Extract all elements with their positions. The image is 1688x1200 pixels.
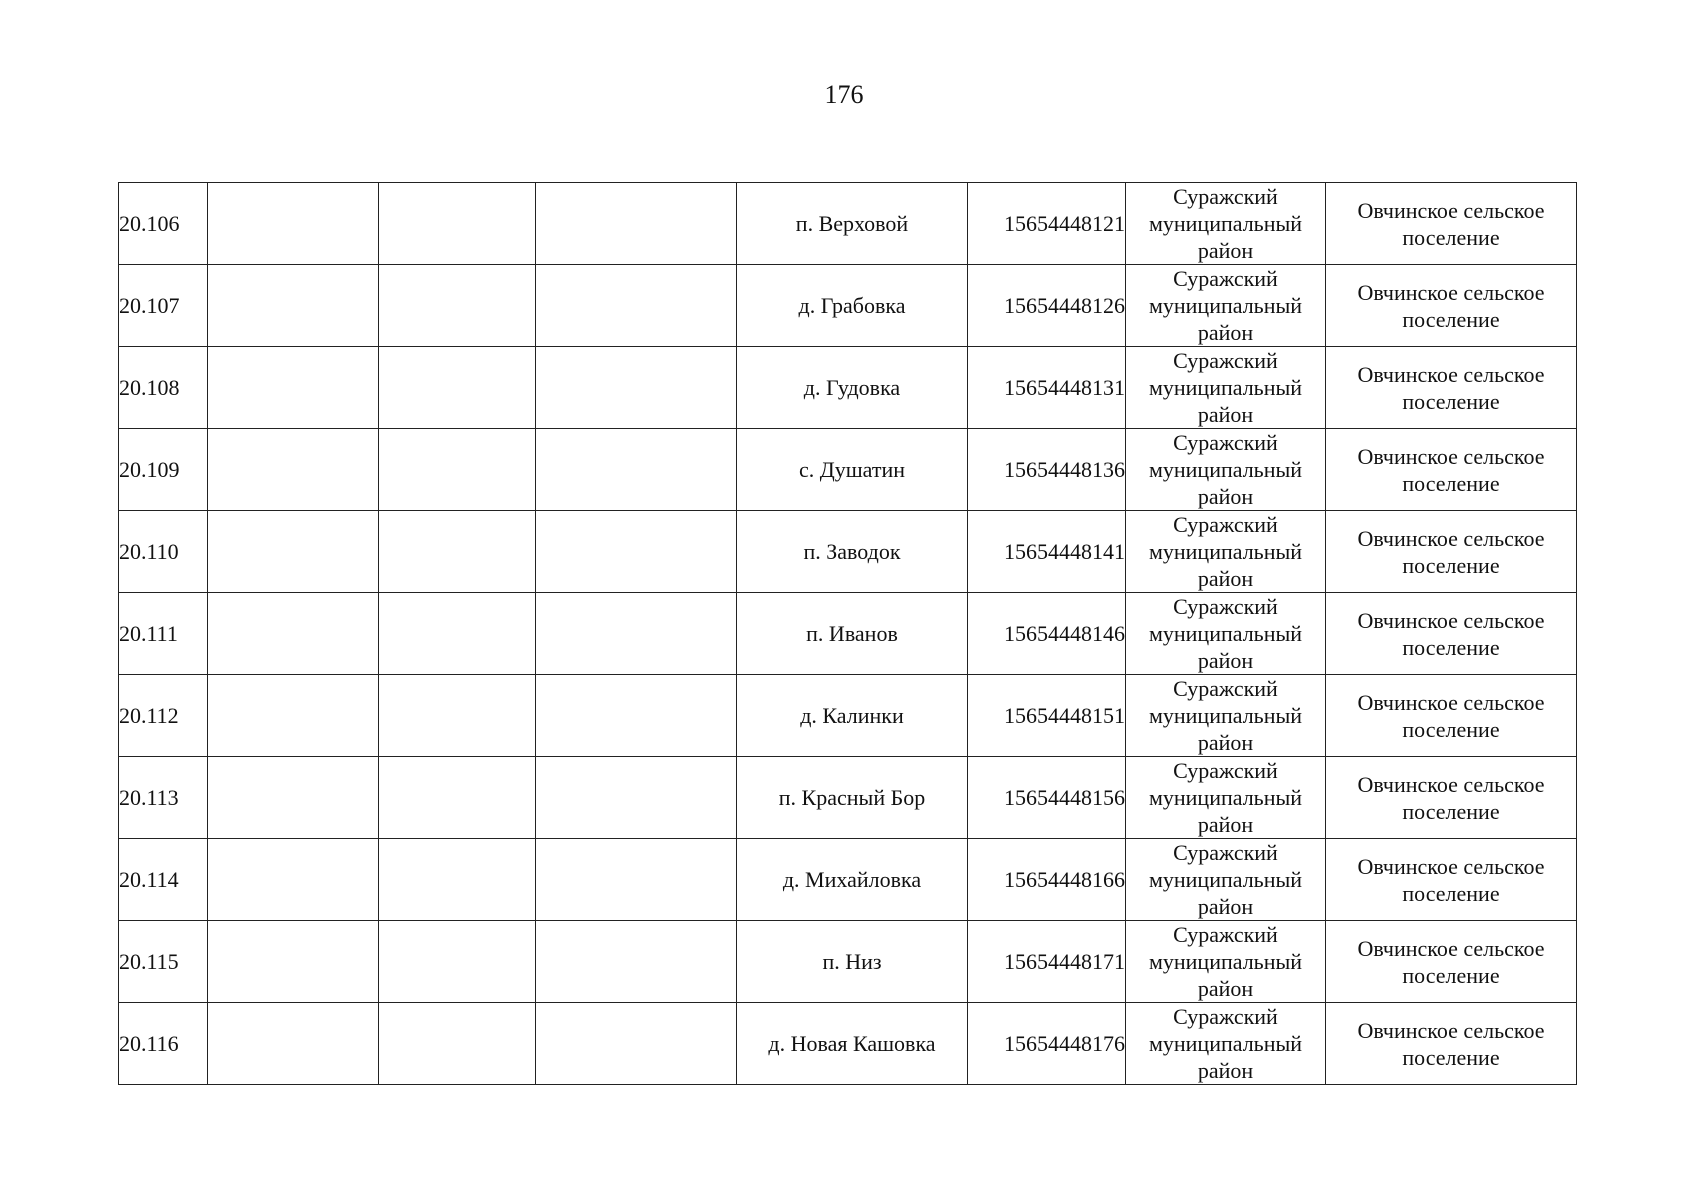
table-row: [119, 347, 1577, 429]
locality-name-cell: п. Низ: [737, 921, 968, 1003]
district-line: муниципальный: [1148, 785, 1303, 810]
row-number-cell: 20.113: [119, 757, 208, 839]
settlement-line: поселение: [1402, 388, 1500, 414]
settlement-cell: [1326, 265, 1577, 347]
district-line: район: [1197, 238, 1254, 263]
settlement-cell: [1326, 183, 1577, 265]
empty-cell: [208, 265, 379, 347]
settlement-line: поселение: [1402, 962, 1500, 988]
district-line: муниципальный: [1148, 211, 1303, 236]
district-line: муниципальный: [1148, 949, 1303, 974]
district-cell: [1126, 429, 1326, 511]
table-row: [119, 839, 1577, 921]
district-line: район: [1197, 894, 1254, 919]
settlement-cell: [1326, 757, 1577, 839]
table-row: [119, 675, 1577, 757]
settlement-line: Овчинское сельское: [1357, 935, 1545, 961]
district-line: муниципальный: [1148, 293, 1303, 318]
district-line: Суражский: [1173, 512, 1278, 537]
settlement-line: поселение: [1402, 470, 1500, 496]
oktmo-code-cell: 15654448141: [968, 511, 1126, 593]
empty-cell: [379, 839, 536, 921]
settlements-table: [118, 182, 1577, 1085]
district-line: район: [1197, 976, 1254, 1001]
district-line: район: [1197, 730, 1254, 755]
district-line: район: [1197, 484, 1254, 509]
row-number-cell: 20.110: [119, 511, 208, 593]
locality-name-cell: п. Заводок: [737, 511, 968, 593]
district-line: Суражский: [1173, 1004, 1278, 1029]
oktmo-code-cell: 15654448156: [968, 757, 1126, 839]
district-line: Суражский: [1173, 922, 1278, 947]
table-row: [119, 265, 1577, 347]
district-line: район: [1197, 566, 1254, 591]
empty-cell: [379, 511, 536, 593]
oktmo-code-cell: 15654448151: [968, 675, 1126, 757]
empty-cell: [379, 347, 536, 429]
district-line: муниципальный: [1148, 539, 1303, 564]
empty-cell: [208, 183, 379, 265]
oktmo-code-cell: 15654448126: [968, 265, 1126, 347]
district-line: Суражский: [1173, 184, 1278, 209]
settlement-cell: [1326, 593, 1577, 675]
empty-cell: [208, 1003, 379, 1085]
table-row: [119, 593, 1577, 675]
district-line: район: [1197, 812, 1254, 837]
row-number-cell: 20.116: [119, 1003, 208, 1085]
locality-name-cell: д. Грабовка: [737, 265, 968, 347]
settlement-line: поселение: [1402, 798, 1500, 824]
settlement-line: Овчинское сельское: [1357, 607, 1545, 633]
page-number: 176: [824, 80, 864, 109]
row-number-cell: 20.107: [119, 265, 208, 347]
table-row: [119, 511, 1577, 593]
district-cell: [1126, 921, 1326, 1003]
district-cell: [1126, 347, 1326, 429]
district-cell: [1126, 757, 1326, 839]
row-number-cell: 20.114: [119, 839, 208, 921]
oktmo-code-cell: 15654448136: [968, 429, 1126, 511]
empty-cell: [536, 183, 737, 265]
empty-cell: [208, 675, 379, 757]
district-cell: [1126, 183, 1326, 265]
district-cell: [1126, 265, 1326, 347]
district-cell: [1126, 511, 1326, 593]
row-number-cell: 20.106: [119, 183, 208, 265]
district-line: Суражский: [1173, 266, 1278, 291]
locality-name-cell: п. Верховой: [737, 183, 968, 265]
settlement-line: поселение: [1402, 1044, 1500, 1070]
row-number-cell: 20.111: [119, 593, 208, 675]
table-row: [119, 429, 1577, 511]
table-row: [119, 183, 1577, 265]
district-cell: [1126, 1003, 1326, 1085]
settlement-line: Овчинское сельское: [1357, 1017, 1545, 1043]
district-line: Суражский: [1173, 594, 1278, 619]
locality-name-cell: д. Калинки: [737, 675, 968, 757]
oktmo-code-cell: 15654448176: [968, 1003, 1126, 1085]
row-number-cell: 20.109: [119, 429, 208, 511]
settlement-line: Овчинское сельское: [1357, 361, 1545, 387]
district-line: муниципальный: [1148, 375, 1303, 400]
settlement-line: Овчинское сельское: [1357, 771, 1545, 797]
settlement-cell: [1326, 511, 1577, 593]
oktmo-code-cell: 15654448171: [968, 921, 1126, 1003]
district-line: муниципальный: [1148, 1031, 1303, 1056]
empty-cell: [536, 511, 737, 593]
district-cell: [1126, 675, 1326, 757]
district-cell: [1126, 839, 1326, 921]
empty-cell: [536, 429, 737, 511]
district-line: район: [1197, 648, 1254, 673]
oktmo-code-cell: 15654448146: [968, 593, 1126, 675]
settlement-line: поселение: [1402, 306, 1500, 332]
district-line: муниципальный: [1148, 703, 1303, 728]
empty-cell: [379, 183, 536, 265]
oktmo-code-cell: 15654448121: [968, 183, 1126, 265]
row-number-cell: 20.112: [119, 675, 208, 757]
settlement-line: Овчинское сельское: [1357, 853, 1545, 879]
settlement-line: поселение: [1402, 880, 1500, 906]
settlement-line: поселение: [1402, 224, 1500, 250]
table-row: [119, 921, 1577, 1003]
row-number-cell: 20.108: [119, 347, 208, 429]
district-line: район: [1197, 402, 1254, 427]
oktmo-code-cell: 15654448131: [968, 347, 1126, 429]
empty-cell: [536, 1003, 737, 1085]
empty-cell: [379, 675, 536, 757]
settlement-cell: [1326, 675, 1577, 757]
empty-cell: [536, 593, 737, 675]
district-line: муниципальный: [1148, 457, 1303, 482]
settlement-line: Овчинское сельское: [1357, 279, 1545, 305]
settlement-line: поселение: [1402, 634, 1500, 660]
locality-name-cell: д. Новая Кашовка: [737, 1003, 968, 1085]
empty-cell: [379, 757, 536, 839]
district-line: Суражский: [1173, 840, 1278, 865]
settlement-cell: [1326, 347, 1577, 429]
locality-name-cell: д. Михайловка: [737, 839, 968, 921]
empty-cell: [379, 429, 536, 511]
settlement-cell: [1326, 921, 1577, 1003]
district-line: район: [1197, 320, 1254, 345]
locality-name-cell: с. Душатин: [737, 429, 968, 511]
empty-cell: [379, 1003, 536, 1085]
empty-cell: [208, 429, 379, 511]
oktmo-code-cell: 15654448166: [968, 839, 1126, 921]
table-body: [119, 183, 1577, 1085]
empty-cell: [379, 265, 536, 347]
empty-cell: [536, 921, 737, 1003]
locality-name-cell: д. Гудовка: [737, 347, 968, 429]
table-row: [119, 757, 1577, 839]
table-row: [119, 1003, 1577, 1085]
empty-cell: [208, 757, 379, 839]
empty-cell: [536, 675, 737, 757]
district-line: Суражский: [1173, 348, 1278, 373]
district-line: муниципальный: [1148, 867, 1303, 892]
empty-cell: [536, 839, 737, 921]
settlement-line: Овчинское сельское: [1357, 443, 1545, 469]
district-line: Суражский: [1173, 758, 1278, 783]
settlement-cell: [1326, 1003, 1577, 1085]
settlement-line: поселение: [1402, 716, 1500, 742]
empty-cell: [379, 593, 536, 675]
row-number-cell: 20.115: [119, 921, 208, 1003]
empty-cell: [536, 757, 737, 839]
district-line: Суражский: [1173, 430, 1278, 455]
district-cell: [1126, 593, 1326, 675]
empty-cell: [208, 347, 379, 429]
settlement-line: Овчинское сельское: [1357, 197, 1545, 223]
district-line: район: [1197, 1058, 1254, 1083]
empty-cell: [208, 921, 379, 1003]
settlement-line: поселение: [1402, 552, 1500, 578]
empty-cell: [208, 839, 379, 921]
settlement-cell: [1326, 839, 1577, 921]
empty-cell: [536, 347, 737, 429]
district-line: муниципальный: [1148, 621, 1303, 646]
settlement-line: Овчинское сельское: [1357, 689, 1545, 715]
settlement-cell: [1326, 429, 1577, 511]
locality-name-cell: п. Иванов: [737, 593, 968, 675]
settlement-line: Овчинское сельское: [1357, 525, 1545, 551]
empty-cell: [536, 265, 737, 347]
empty-cell: [379, 921, 536, 1003]
district-line: Суражский: [1173, 676, 1278, 701]
empty-cell: [208, 593, 379, 675]
locality-name-cell: п. Красный Бор: [737, 757, 968, 839]
empty-cell: [208, 511, 379, 593]
